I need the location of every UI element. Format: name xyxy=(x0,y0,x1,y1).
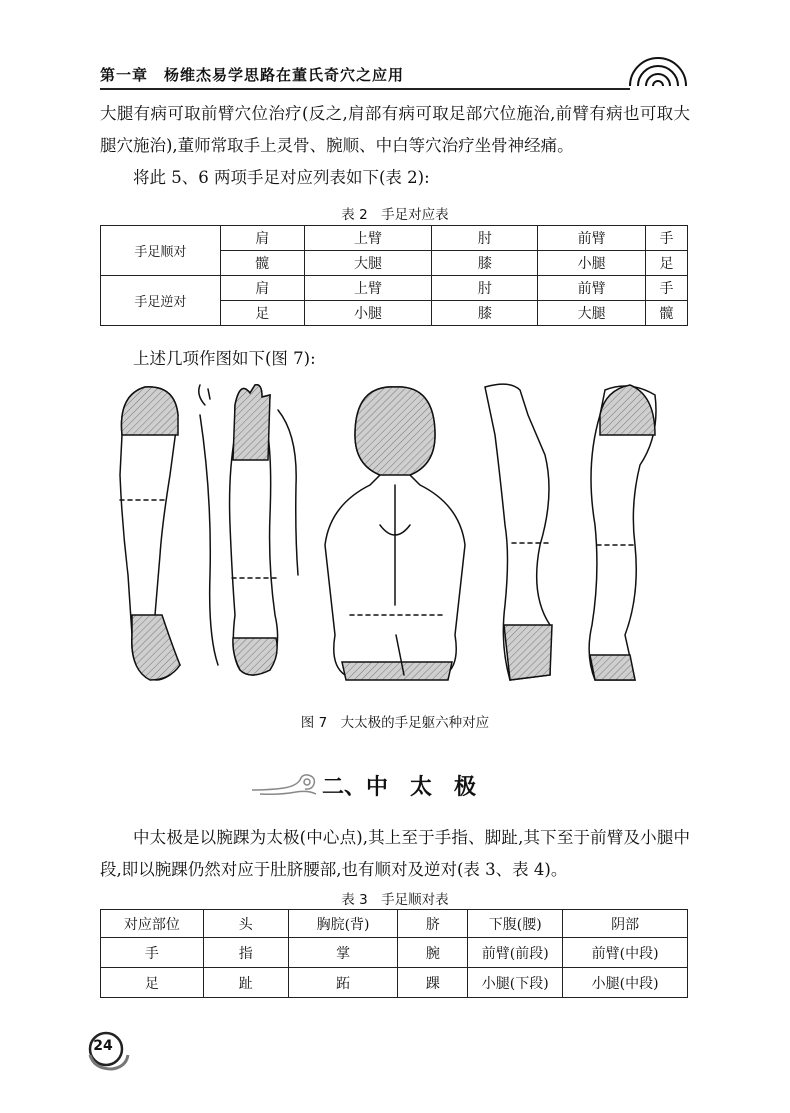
arm-side-drawing xyxy=(120,385,218,680)
table-cell: 上臂 xyxy=(304,276,432,301)
table-cell: 掌 xyxy=(288,938,398,968)
table-cell: 小腿(下段) xyxy=(468,968,563,998)
table-header-cell: 胸脘(背) xyxy=(288,910,398,938)
paragraph-4: 中太极是以腕踝为太极(中心点),其上至于手指、脚趾,其下至于前臂及小腿中段,即以腕踝仍然对应于肚脐腰部,也有顺对及逆对(表 3、表 4)。 xyxy=(100,828,690,879)
table-header-cell: 脐 xyxy=(398,910,468,938)
table-cell: 足 xyxy=(646,251,688,276)
table-2-caption: 表 2 手足对应表 xyxy=(341,207,449,223)
table-3 xyxy=(100,909,688,998)
table-cell: 手 xyxy=(101,938,204,968)
table-header-cell: 阴部 xyxy=(563,910,688,938)
figure-7-body-illustration xyxy=(100,375,690,710)
page-number: 24 xyxy=(93,1038,113,1054)
header-rule xyxy=(100,88,630,90)
table-cell: 腕 xyxy=(398,938,468,968)
table-cell: 手 xyxy=(646,276,688,301)
table-2 xyxy=(100,225,688,326)
table-group-label: 手足顺对 xyxy=(101,226,221,276)
leg-bent-drawing xyxy=(485,384,552,680)
table-row xyxy=(101,226,688,251)
table-cell: 跖 xyxy=(288,968,398,998)
torso-back-drawing xyxy=(325,387,465,680)
table-cell: 肘 xyxy=(432,226,538,251)
table-cell: 髋 xyxy=(646,301,688,326)
table-cell: 上臂 xyxy=(304,226,432,251)
table-header-row xyxy=(101,910,688,938)
leg-standing-drawing xyxy=(589,385,656,680)
table-cell: 足 xyxy=(101,968,204,998)
table-cell: 肘 xyxy=(432,276,538,301)
figure-7-caption: 图 7 大太极的手足躯六种对应 xyxy=(300,715,490,731)
table-header-cell: 下腹(腰) xyxy=(468,910,563,938)
cloud-ornament-icon xyxy=(626,54,690,88)
table-cell: 趾 xyxy=(203,968,288,998)
table-cell: 足 xyxy=(220,301,304,326)
paragraph-1: 大腿有病可取前臂穴位治疗(反之,肩部有病可取足部穴位施治,前臂有病也可取大腿穴施治),董师常取手上灵骨、腕顺、中白等穴治疗坐骨神经痛。 xyxy=(100,104,690,155)
table-cell: 踝 xyxy=(398,968,468,998)
table-3-caption: 表 3 手足顺对表 xyxy=(341,892,449,908)
table-header-cell: 头 xyxy=(203,910,288,938)
table-cell: 前臂(中段) xyxy=(563,938,688,968)
cloud-swirl-icon xyxy=(250,770,322,800)
table-cell: 指 xyxy=(203,938,288,968)
table-cell: 小腿(中段) xyxy=(563,968,688,998)
table-cell: 前臂(前段) xyxy=(468,938,563,968)
table-group-label: 手足逆对 xyxy=(101,276,221,326)
table-row xyxy=(101,276,688,301)
table-cell: 肩 xyxy=(220,276,304,301)
table-cell: 前臂 xyxy=(538,276,646,301)
arm-raised-drawing xyxy=(230,385,298,675)
table-cell: 髋 xyxy=(220,251,304,276)
paragraph-3: 上述几项作图如下(图 7): xyxy=(133,349,316,368)
table-cell: 大腿 xyxy=(304,251,432,276)
table-cell: 大腿 xyxy=(538,301,646,326)
table-cell: 小腿 xyxy=(538,251,646,276)
table-cell: 膝 xyxy=(432,251,538,276)
table-cell: 肩 xyxy=(220,226,304,251)
chapter-title: 第一章 杨维杰易学思路在董氏奇穴之应用 xyxy=(100,66,405,84)
section-title: 二、中 太 极 xyxy=(322,774,477,800)
table-header-cell: 对应部位 xyxy=(101,910,204,938)
table-cell: 手 xyxy=(646,226,688,251)
paragraph-2: 将此 5、6 两项手足对应列表如下(表 2): xyxy=(133,168,430,187)
running-header xyxy=(100,58,690,90)
table-cell: 前臂 xyxy=(538,226,646,251)
table-cell: 膝 xyxy=(432,301,538,326)
table-cell: 小腿 xyxy=(304,301,432,326)
table-row xyxy=(101,968,688,998)
table-row xyxy=(101,938,688,968)
